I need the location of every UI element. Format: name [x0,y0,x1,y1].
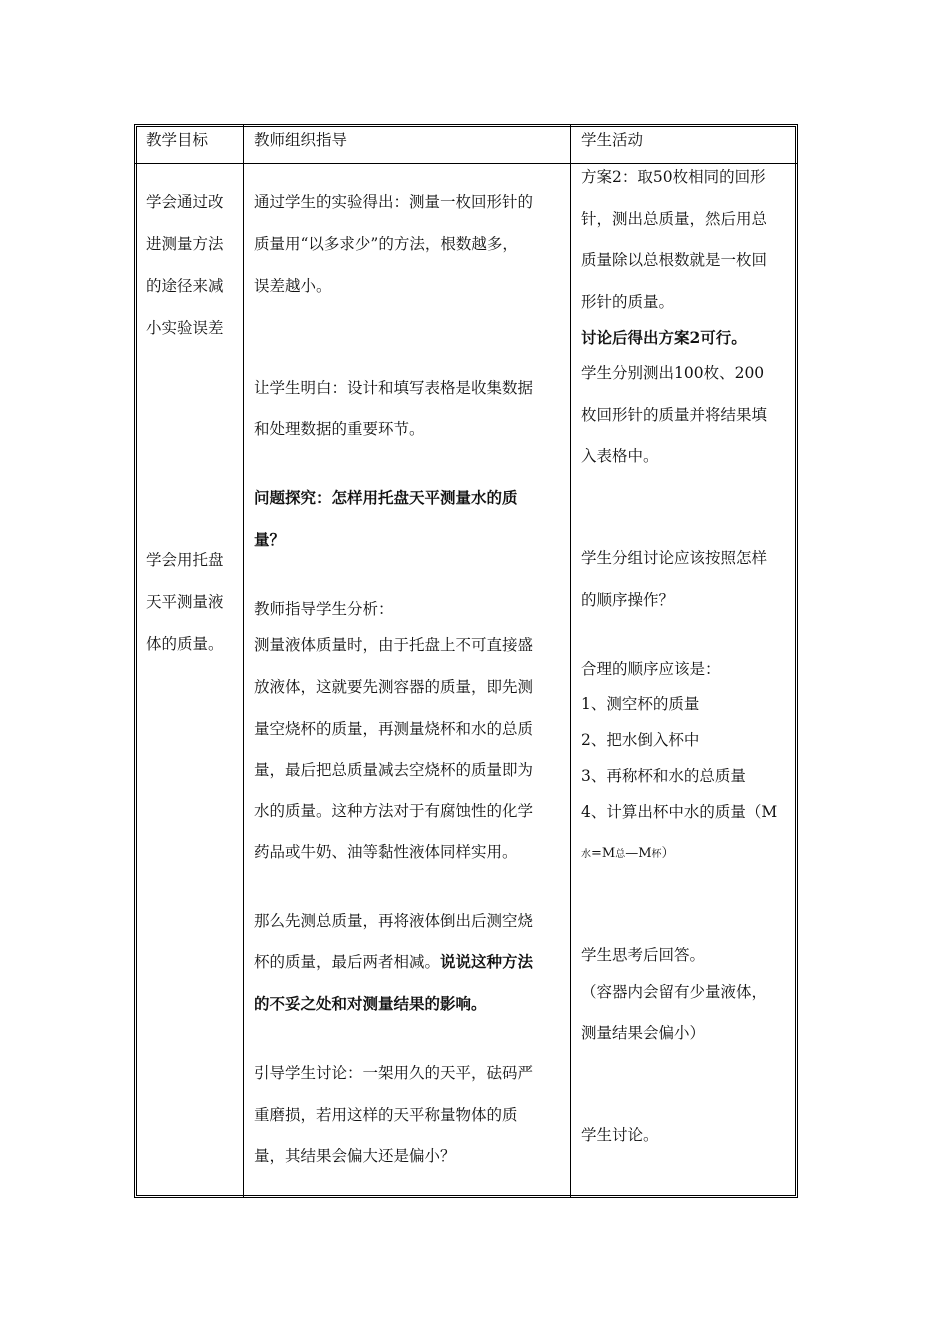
teacher-text-normal: 杯的质量，最后两者相减。 [254,953,441,971]
teacher-text: 通过学生的实验得出：测量一枚回形针的 [254,193,534,211]
teacher-question: 量？ [254,530,286,549]
student-text: 学生分组讨论应该按照怎样 [581,549,768,567]
goal-text: 进测量方法 [146,235,224,253]
student-text: 质量除以总根数就是一枚回 [581,251,768,269]
goal-text: 天平测量液 [146,593,224,611]
teacher-text: 和处理数据的重要环节。 [254,420,425,438]
goal-text: 学会用托盘 [146,551,224,569]
teacher-text: 重磨损，若用这样的天平称量物体的质 [254,1106,518,1124]
student-text: （容器内会留有少量液体， [581,983,768,1001]
teacher-text: 测量液体质量时，由于托盘上不可直接盛 [254,636,534,654]
goal-text: 的途径来减 [146,277,224,295]
header-teacher: 教师组织指导 [254,131,348,149]
student-text: 针，测出总质量，然后用总 [581,210,768,228]
teacher-text: 那么先测总质量，再将液体倒出后测空烧 [254,912,534,930]
column-divider [243,124,244,1198]
formula-sub: 杯 [651,849,662,860]
student-text: 入表格中。 [581,447,659,465]
formula-part: =M [591,846,616,861]
student-text: 学生思考后回答。 [581,946,706,964]
student-text: 合理的顺序应该是： [581,660,721,678]
teacher-text: 让学生明白：设计和填写表格是收集数据 [254,379,534,397]
formula-sub: 总 [615,849,626,860]
student-text: 枚回形针的质量并将结果填 [581,406,768,424]
goal-text: 体的质量。 [146,635,224,653]
student-text: 方案2：取50枚相同的回形 [581,168,766,186]
header-student: 学生活动 [581,131,644,149]
teacher-text: 量，其结果会偏大还是偏小？ [254,1147,456,1165]
student-text: 形针的质量。 [581,293,675,311]
teacher-text-bold: 的不妥之处和对测量结果的影响。 [254,994,487,1013]
teacher-text: 量空烧杯的质量，再测量烧杯和水的总质 [254,720,534,738]
header-goals: 教学目标 [146,131,209,149]
teacher-text: 量，最后把总质量减去空烧杯的质量即为 [254,761,534,779]
teacher-text: 药品或牛奶、油等黏性液体同样实用。 [254,843,518,861]
teacher-text: 误差越小。 [254,277,332,295]
formula-part: ） [661,846,675,861]
teacher-text [254,953,533,971]
step-item: 3、再称杯和水的总质量 [581,767,746,785]
goal-text: 学会通过改 [146,193,224,211]
teacher-text: 质量用“以多求少”的方法，根数越多， [254,235,518,253]
column-divider [570,124,571,1198]
teacher-text: 放液体，这就要先测容器的质量，即先测 [254,678,534,696]
student-text: 学生讨论。 [581,1126,659,1144]
student-text: 学生分别测出100枚、200 [581,364,765,382]
mass-formula [581,845,675,864]
formula-sub: 水 [581,849,591,860]
header-divider [134,163,798,164]
formula-part: —M [625,846,652,861]
student-conclusion: 讨论后得出方案2可行。 [581,328,747,347]
goal-text: 小实验误差 [146,319,224,337]
step-item: 1、测空杯的质量 [581,695,700,713]
student-text: 的顺序操作？ [581,591,675,609]
teacher-text-bold: 说说这种方法 [440,952,534,971]
step-item: 2、把水倒入杯中 [581,731,700,749]
teacher-question: 问题探究：怎样用托盘天平测量水的质 [254,488,518,507]
teacher-text: 引导学生讨论：一架用久的天平，砝码严 [254,1064,534,1082]
student-text: 测量结果会偏小） [581,1024,706,1042]
teacher-text: 水的质量。这种方法对于有腐蚀性的化学 [254,802,534,820]
teacher-text: 教师指导学生分析： [254,600,394,618]
step-item: 4、计算出杯中水的质量（M [581,803,778,821]
